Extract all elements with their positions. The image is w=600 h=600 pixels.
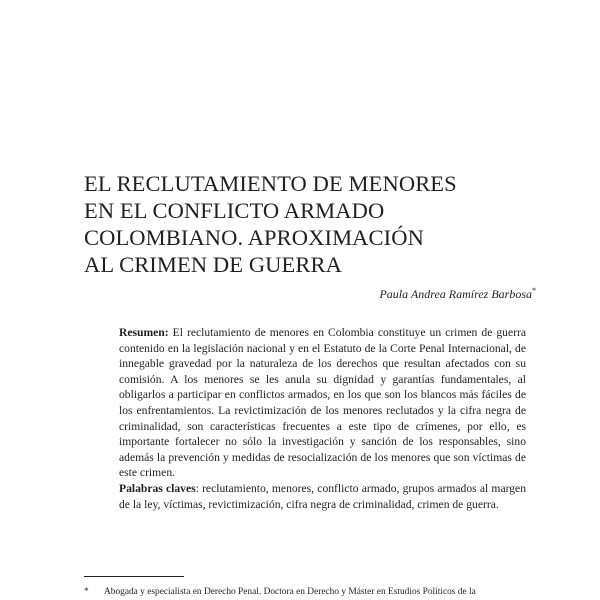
footnote-mark: *	[84, 587, 89, 597]
author-byline	[379, 286, 536, 302]
abstract-text: El reclutamiento de menores en Colombia constituye un crimen de guerra contenido en la legislación nacional y en el Estatuto de la Corte Penal Internacional, de innegable gravedad por la naturaleza de los derechos que resultan afectados con su comisión. A los menores se les anula su dignidad y garantías fundamentales, al obligarlos a participar en conflictos armados, en los que son los blancos más fáciles de los enfrentamientos. La revictimización de los menores reclutados y la cifra negra de criminalidad, son características frecuentes a este tipo de crímenes, por ello, es importante fortalecer no sólo la investigación y sanción de los responsables, sino además la prevención y medidas de resocialización de los menores que son víctimas de este crimen.	[119, 326, 526, 480]
footnote-text: Abogada y especialista en Derecho Penal. Doctora en Derecho y Máster en Estudios Políticos de la	[104, 587, 476, 597]
keywords-paragraph	[119, 481, 526, 512]
keywords-text: : reclutamiento, menores, conflicto armado, grupos armados al margen de la ley, víctimas, revictimización, cifra negra de criminalidad, crimen de guerra.	[119, 481, 526, 511]
article-title	[84, 170, 504, 278]
author-footnote-mark: *	[532, 286, 536, 295]
title-line: COLOMBIANO. APROXIMACIÓN	[84, 225, 424, 250]
abstract-paragraph	[119, 325, 526, 481]
footnote-divider	[84, 576, 184, 577]
title-line: EL RECLUTAMIENTO DE MENORES	[84, 171, 457, 196]
keywords-label: Palabras claves	[119, 481, 196, 495]
title-line: EN EL CONFLICTO ARMADO	[84, 198, 385, 223]
author-name: Paula Andrea Ramírez Barbosa	[379, 287, 532, 301]
title-line: AL CRIMEN DE GUERRA	[84, 252, 342, 277]
footnote	[84, 587, 534, 597]
abstract-label: Resumen:	[119, 326, 169, 339]
abstract-block	[119, 325, 526, 512]
